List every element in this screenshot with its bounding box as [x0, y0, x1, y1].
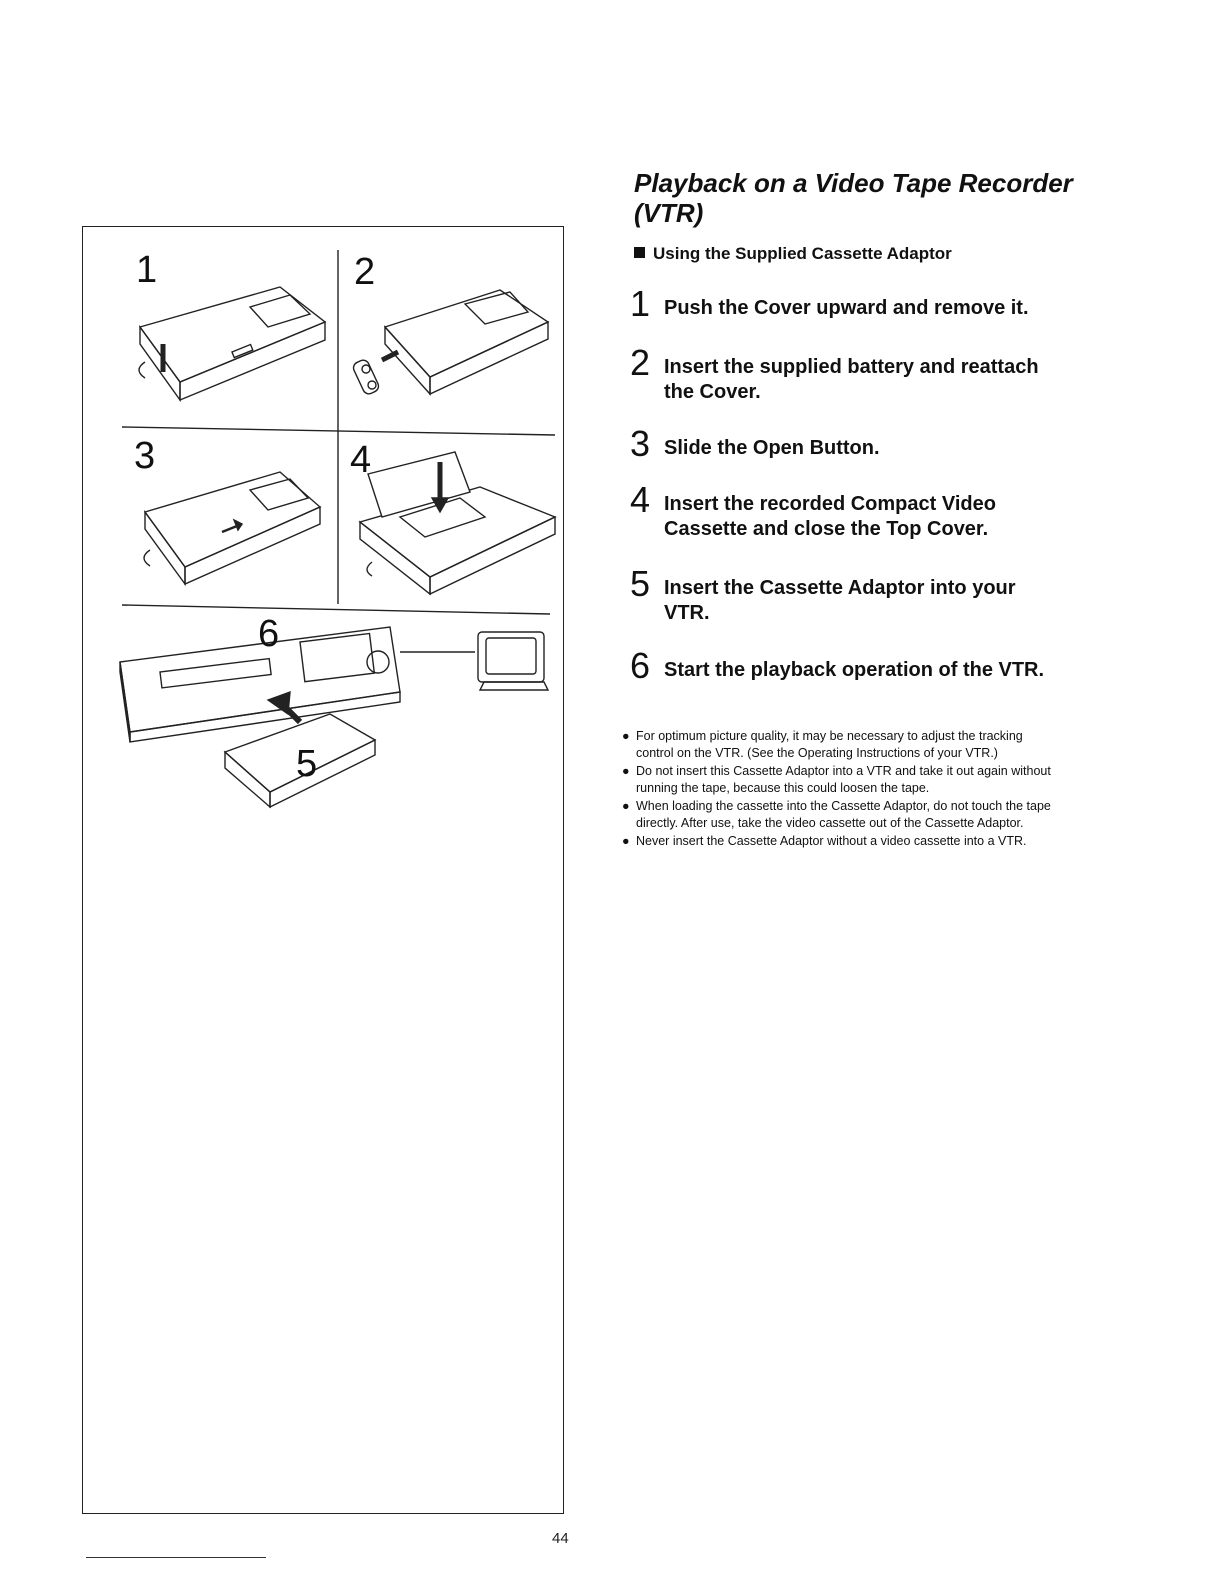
illustration-label-1: 1: [136, 249, 158, 291]
step-text: Push the Cover upward and remove it.: [664, 297, 1029, 319]
illustration-label-6: 6: [258, 613, 280, 655]
step-text: Start the playback operation of the VTR.: [664, 659, 1045, 681]
illustration-label-2: 2: [354, 251, 376, 293]
step-text: Slide the Open Button.: [664, 437, 880, 459]
bullet-icon: ●: [622, 729, 630, 743]
notes-list: [622, 728, 1062, 851]
footer-rule: [86, 1557, 266, 1558]
square-bullet-icon: [634, 247, 645, 258]
step-number: 3: [630, 423, 651, 464]
illustration-label-4: 4: [350, 439, 372, 481]
step-5: [630, 563, 1060, 626]
step-number: 5: [630, 563, 651, 604]
subheading: [634, 244, 952, 264]
step-number: 2: [630, 342, 651, 383]
cassette-adaptor-panel-1: [139, 287, 325, 400]
step-3: [630, 423, 1060, 464]
note-item: ● Do not insert this Cassette Adaptor into a VTR and take it out again without running the tape, because this could loosen the tape.: [622, 764, 1051, 795]
procedure-illustrations: [100, 232, 570, 812]
step-6: [630, 645, 1060, 686]
cassette-adaptor-panel-2: [352, 290, 548, 396]
note-item: ● When loading the cassette into the Cassette Adaptor, do not touch the tape directly. After use, take the video cassette out of the Cassette Adaptor.: [622, 799, 1051, 830]
note-item: ● For optimum picture quality, it may be necessary to adjust the tracking control on the VTR. (See the Operating Instructions of your VTR.): [622, 729, 1023, 760]
illustration-label-5: 5: [296, 743, 318, 785]
step-1: [630, 283, 1060, 324]
cassette-adaptor-panel-3: [144, 472, 320, 584]
bullet-icon: ●: [622, 764, 630, 778]
step-text: Insert the Cassette Adaptor into your VTR.: [664, 577, 1016, 624]
step-number: 1: [630, 283, 651, 324]
step-2: [630, 342, 1060, 405]
subheading-text: Using the Supplied Cassette Adaptor: [653, 244, 952, 263]
step-number: 4: [630, 479, 651, 520]
step-text: Insert the recorded Compact Video Cassette and close the Top Cover.: [664, 493, 996, 540]
step-number: 6: [630, 645, 651, 686]
step-text: Insert the supplied battery and reattach the Cover.: [664, 356, 1039, 403]
page-title: Playback on a Video Tape Recorder (VTR): [634, 168, 1073, 228]
page-number: 44: [552, 1530, 569, 1547]
illustration-label-3: 3: [134, 435, 156, 477]
vtr-and-tv-illustration: [120, 627, 548, 807]
note-item: ● Never insert the Cassette Adaptor without a video cassette into a VTR.: [622, 834, 1027, 848]
cassette-adaptor-panel-4: [360, 452, 555, 594]
bullet-icon: ●: [622, 799, 630, 813]
step-4: [630, 479, 1060, 542]
bullet-icon: ●: [622, 834, 630, 848]
panel-divider-2: [122, 605, 550, 614]
